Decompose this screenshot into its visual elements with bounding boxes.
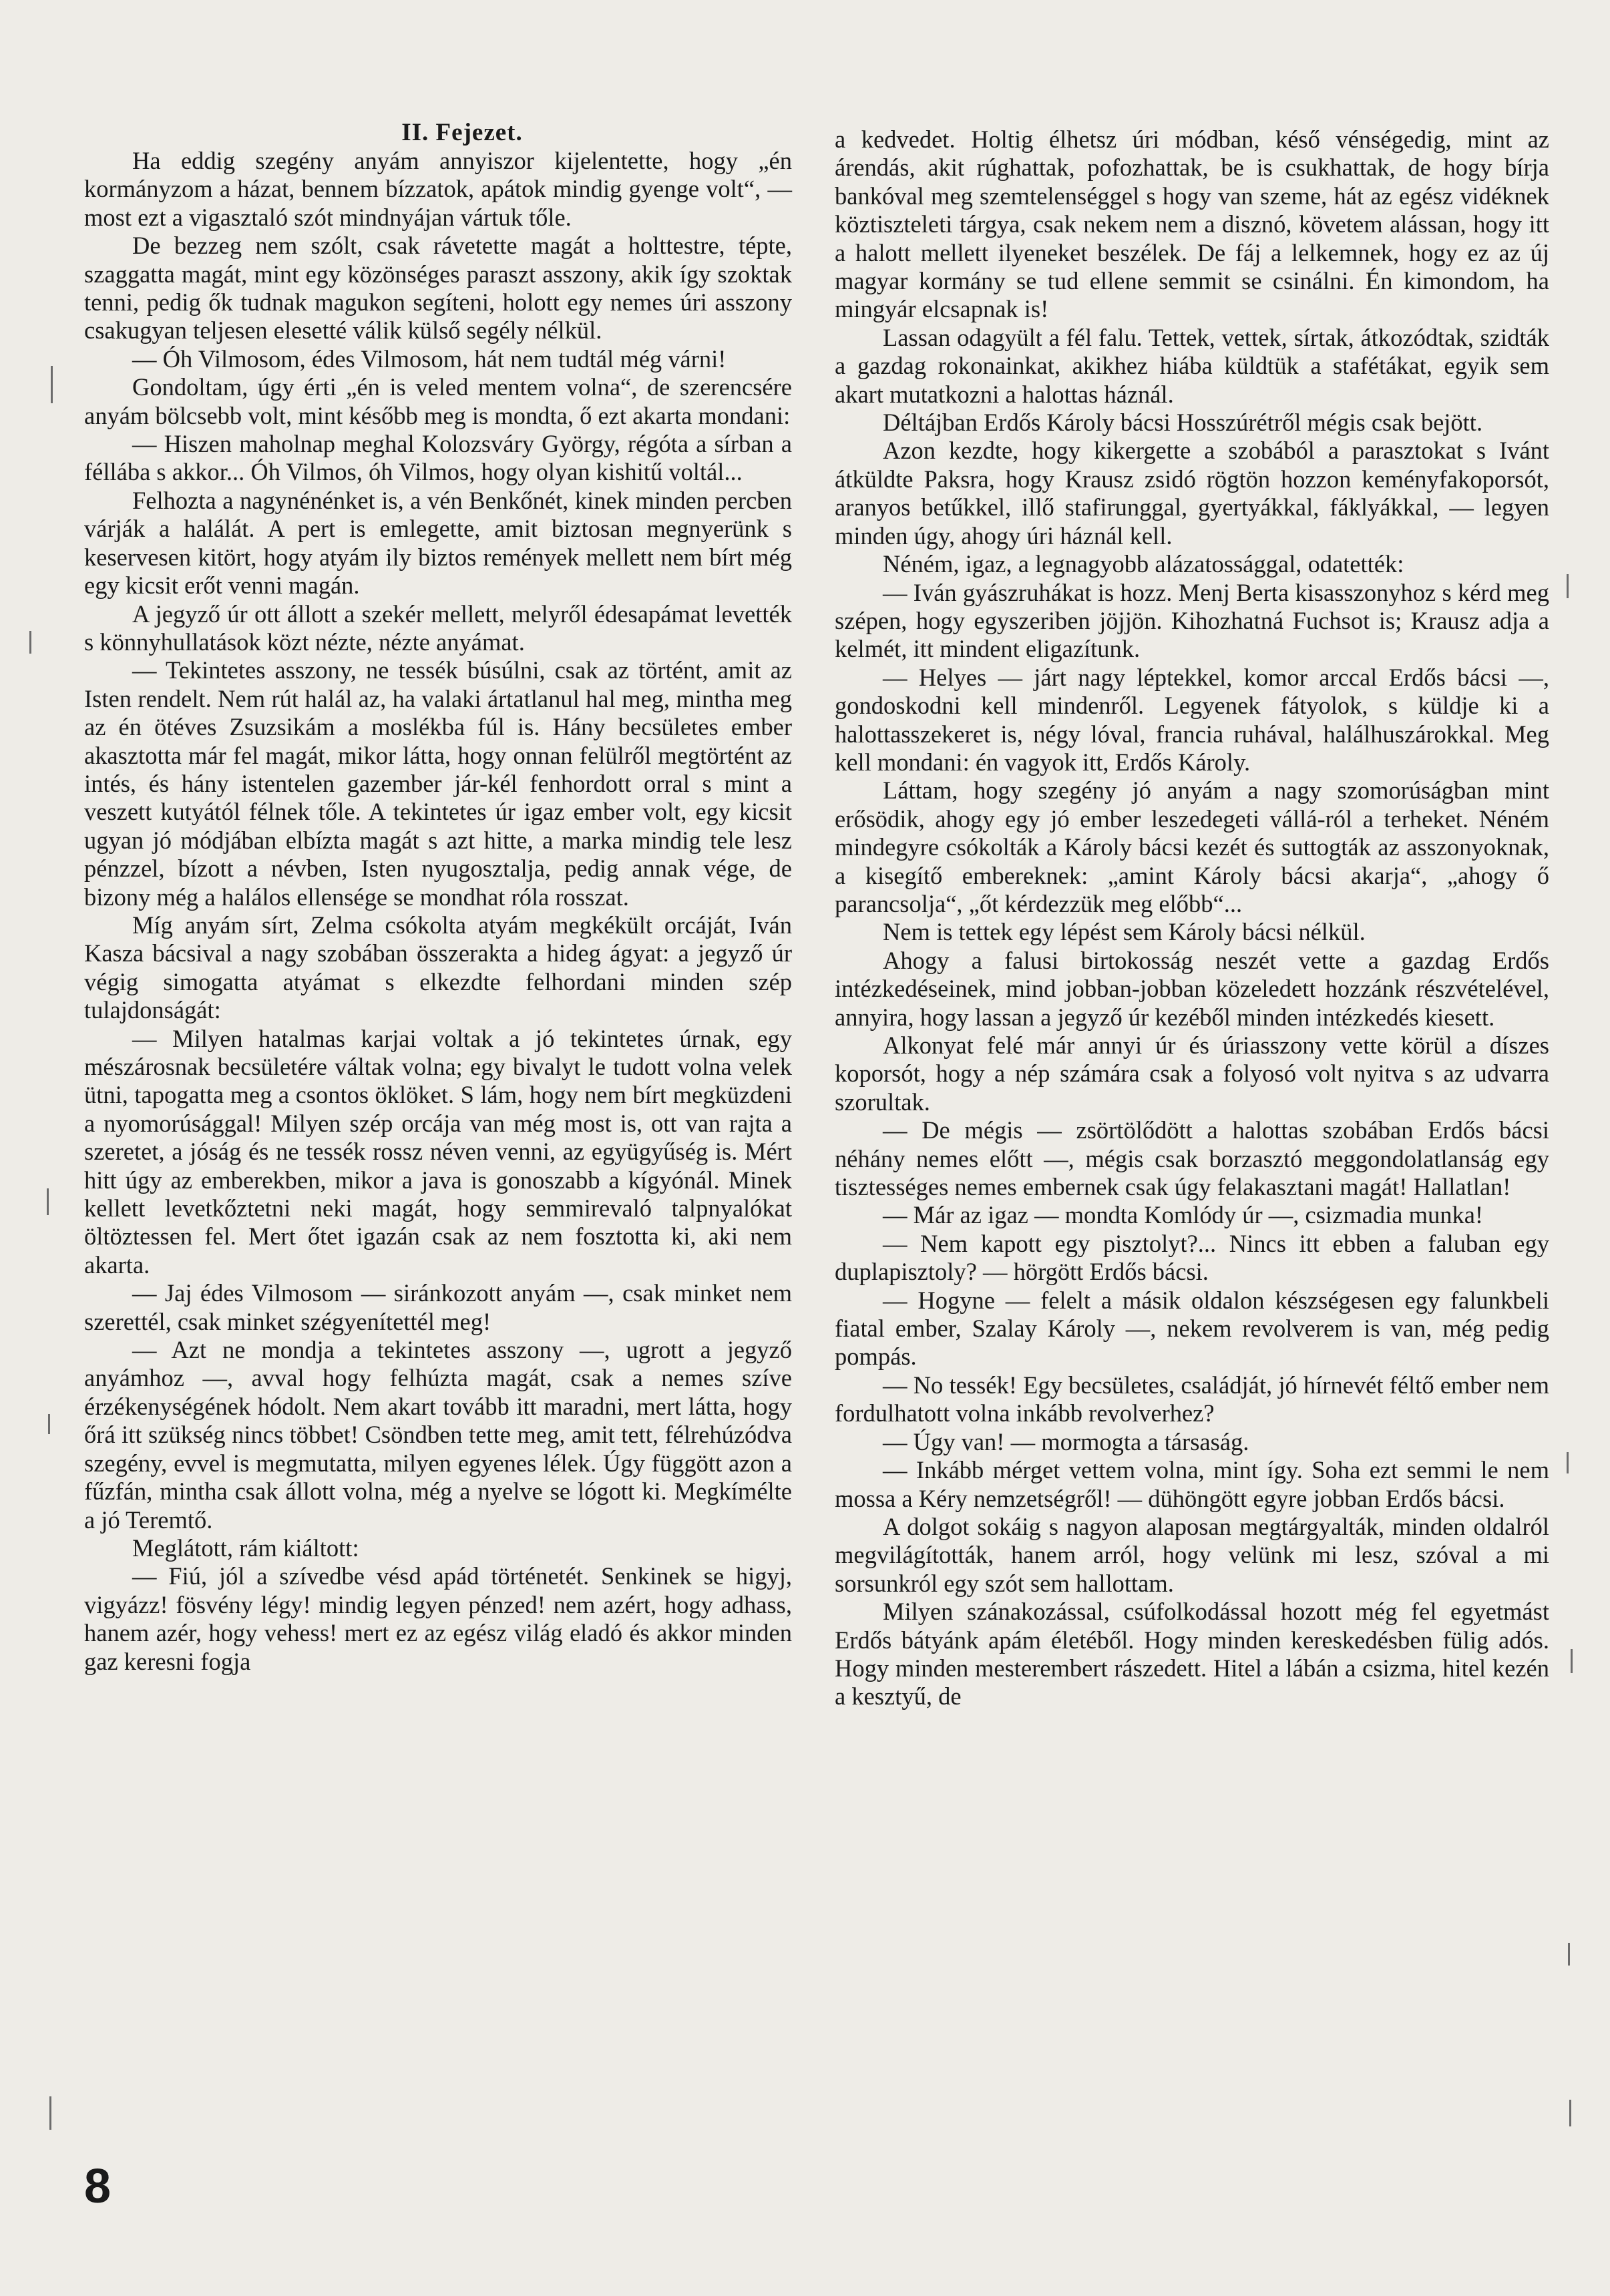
paragraph: — Inkább mérget vettem volna, mint így. Soha ezt semmi le nem mossa a Kéry nemzetségről! — dühöngött egyre jobban Erdős bácsi. bbox=[835, 1456, 1549, 1512]
paragraph: Felhozta a nagynénénket is, a vén Benkőnét, kinek minden percben várják a halálát. A pert is emlegette, amit biztosan megnyerünk s keservesen kitört, hogy atyám ily biztos remények mellett nem bírt még egy kicsit erőt venni magán. bbox=[84, 486, 792, 600]
paragraph: Alkonyat felé már annyi úr és úriasszony vette körül a díszes koporsót, hogy a nép számára csak a folyosó volt nyitva s az udvarra szorultak. bbox=[835, 1031, 1549, 1116]
paragraph: — No tessék! Egy becsületes, családját, jó hírnevét féltő ember nem fordulhatott volna inkább revolverhez? bbox=[835, 1371, 1549, 1427]
paragraph: De bezzeg nem szólt, csak rávetette magát a holttestre, tépte, szaggatta magát, mint egy közönséges paraszt asszony, akik így szoktak tenni, pedig ők tudnak magukon segíteni, holott egy nemes úri asszony csakugyan teljesen elesetté válik külső segély nélkül. bbox=[84, 232, 792, 345]
right-column bbox=[835, 126, 1549, 1711]
margin-mark bbox=[1568, 1943, 1570, 1966]
paragraph: — Nem kapott egy pisztolyt?... Nincs itt ebben a faluban egy duplapisztoly? — hörgött Erdős bácsi. bbox=[835, 1229, 1549, 1286]
paragraph: — Úgy van! — mormogta a társaság. bbox=[883, 1427, 1249, 1455]
paragraph: Lassan odagyült a fél falu. Tettek, vettek, sírtak, átkozódtak, szidták a gazdag rokonainkat, akikhez hiába küldtük a stafétákat, egyik sem akart mutatkozni a halottas háznál. bbox=[835, 323, 1549, 408]
paragraph: A jegyző úr ott állott a szekér mellett, melyről édesapámat levették s könnyhullatások közt nézte, nézte anyámat. bbox=[84, 600, 792, 656]
paragraph: a kedvedet. Holtig élhetsz úri módban, késő vénségedig, mint az árendás, akit rúghattak, pofozhattak, be is csukhattak, de hogy bírja bankóval meg szemtelenséggel s hogy van szeme, hát az egész vidéknek köztiszteleti tárgya, csak nekem nem a disznó, követem alássan, hogy itt a halott mellett ilyeneket beszélek. De fáj a lelkemnek, hogy ez az új magyar kormány se tud ellene semmit se csinálni. Én kimondom, ha mingyár elcsapnak is! bbox=[835, 126, 1549, 323]
paragraph: — Hiszen maholnap meghal Kolozsváry György, régóta a sírban a féllába s akkor... Óh Vilmos, óh Vilmos, hogy olyan kishitű voltál... bbox=[84, 430, 792, 486]
paragraph: — Már az igaz — mondta Komlódy úr —, csizmadia munka! bbox=[883, 1201, 1484, 1229]
paragraph: — Tekintetes asszony, ne tessék búsúlni, csak az történt, amit az Isten rendelt. Nem rút halál az, ha valaki ártatlanul hal meg, mintha meg az én ötéves Zsuzsikám a moslékba fúl is. Hány becsületes ember akasztotta már fel magát, mikor látta, hogy onnan felülről megtörtént az intés, és hány istentelen gazember jár-kél fenhordott orral s mint a veszett kutyától félnek tőle. A tekintetes úr igaz ember volt, egy kicsit ugyan jó módjában elbízta magát s azt hitte, a marka mindig tele lesz pénzzel, bízott a névben, Isten nyugosztalja, pedig annak vége, de bizony még a halálos ellensége se mondhat róla rosszat. bbox=[84, 656, 792, 911]
paragraph: — Óh Vilmosom, édes Vilmosom, hát nem tudtál még várni! bbox=[132, 345, 727, 373]
paragraph: Gondoltam, úgy érti „én is veled mentem volna“, de szerencsére anyám bölcsebb volt, mint később meg is mondta, ő ezt akarta mondani: bbox=[84, 373, 792, 429]
paragraph: Ahogy a falusi birtokosság neszét vette a gazdag Erdős intézkedéseinek, mind jobban-jobban közeledett hozzánk részvételével, annyira, hogy lassan a jegyző úr kezéből minden intézkedés kiesett. bbox=[835, 946, 1549, 1031]
paragraph: Meglátott, rám kiáltott: bbox=[132, 1534, 359, 1562]
margin-mark bbox=[47, 1188, 49, 1215]
right-paragraphs bbox=[835, 126, 1549, 1711]
left-column bbox=[84, 119, 792, 1676]
margin-mark bbox=[48, 1414, 50, 1434]
left-paragraphs bbox=[84, 147, 792, 1676]
chapter-title: II. Fejezet. bbox=[401, 119, 523, 146]
paragraph: Míg anyám sírt, Zelma csókolta atyám megkékült orcáját, Iván Kasza bácsival a nagy szobában összerakta a hideg ágyat: a jegyző úr végig simogatta atyámat s elkezdte felhordani minden szép tulajdonságát: bbox=[84, 911, 792, 1024]
paragraph: Láttam, hogy szegény jó anyám a nagy szomorúságban mint erősödik, ahogy egy jó ember leszedegeti vállá-ról a terheket. Néném mindegyre csókolták a Károly bácsi kezét és suttogták az asszonyoknak, a kisegítő embereknek: „amint Károly bácsi akarja“, „ahogy ő parancsolja“, „őt kérdezzük meg előbb“... bbox=[835, 776, 1549, 917]
paragraph: — Iván gyászruhákat is hozz. Menj Berta kisasszonyhoz s kérd meg szépen, hogy egyszeriben jöjjön. Kihozhatná Fuchsot is; Krausz adja a kelmét, itt mindent eligazítunk. bbox=[835, 578, 1549, 663]
margin-mark bbox=[1571, 1649, 1573, 1673]
paragraph: Azon kezdte, hogy kikergette a szobából a parasztokat s Ivánt átküldte Paksra, hogy Krausz zsidó rögtön hozzon keményfakoporsót, aranyos betűkkel, illő stafirunggal, gyertyákkal, fáklyákkal, — legyen minden úgy, ahogy úri háznál kell. bbox=[835, 437, 1549, 549]
margin-mark bbox=[1567, 574, 1569, 598]
paragraph: Ha eddig szegény anyám annyiszor kijelentette, hogy „én kormányzom a házat, bennem bízzatok, apátok mindig gyenge volt“, — most ezt a vigasztaló szót mindnyájan vártuk tőle. bbox=[84, 147, 792, 231]
margin-mark bbox=[1567, 1452, 1569, 1473]
paragraph: Néném, igaz, a legnagyobb alázatossággal, odatették: bbox=[883, 550, 1404, 578]
paragraph: — De mégis — zsörtölődött a halottas szobában Erdős bácsi néhány nemes előtt —, mégis csak borzasztó meggondolatlanság egy tisztességes nemes embernek csak úgy felakasztani magát! Hallatlan! bbox=[835, 1116, 1549, 1201]
paragraph: — Fiú, jól a szívedbe vésd apád történetét. Senkinek se higyj, vigyázz! fösvény légy! mindig legyen pénzed! nem azért, hogy adhass, hanem azér, hogy vehess! mert ez az egész világ eladó és akkor minden gaz keresni fogja bbox=[84, 1562, 792, 1675]
page-number: 8 bbox=[84, 2160, 112, 2213]
paragraph: Déltájban Erdős Károly bácsi Hosszúrétről mégis csak bejött. bbox=[883, 409, 1483, 437]
margin-mark bbox=[1569, 2100, 1571, 2126]
paragraph: — Milyen hatalmas karjai voltak a jó tekintetes úrnak, egy mészárosnak becsületére váltak volna; egy bivalyt le tudott volna velek ütni, tapogatta meg a csontos öklöket. S lám, hogy nem bírt megküzdeni a nyomorúsággal! Milyen szép orcája van még most is, ott van rajta a szeretet, a jóság és ne tessék rossz néven venni, az együgyűség is. Mért hitt úgy az emberekben, mikor a java is gonoszabb a kígyónál. Minek kellett levetkőztetni neki magát, hogy semmirevaló talpnyalókat öltöztessen fel. Mert őtet igazán csak az nem fosztotta ki, aki nem akarta. bbox=[84, 1024, 792, 1279]
paragraph: — Hogyne — felelt a másik oldalon készségesen egy falunkbeli fiatal ember, Szalay Károly —, nekem revolverem is van, még pedig pompás. bbox=[835, 1286, 1549, 1371]
margin-mark bbox=[51, 366, 53, 403]
margin-mark bbox=[49, 2096, 51, 2130]
margin-mark bbox=[29, 631, 31, 654]
paragraph: — Azt ne mondja a tekintetes asszony —, ugrott a jegyző anyámhoz —, avval hogy felhúzta magát, csak a nemes szíve érzékenységének hódolt. Nem akart tovább itt maradni, mert látta, hogy őrá itt szükség nincs többet! Csöndben tette meg, amit tett, félrehúzódva szegény, evvel is megmutatta, milyen egyenes lélek. Úgy függött azon a fűzfán, mintha csak állott volna, még a nyelve se lógott ki. Megkímélte a jó Teremtő. bbox=[84, 1336, 792, 1534]
paragraph: Milyen szánakozással, csúfolkodással hozott még fel egyetmást Erdős bátyánk apám életéből. Hogy minden kereskedésben fülig adós. Hogy minden mesterembert rászedett. Hitel a lábán a csizma, hitel kezén a kesztyű, de bbox=[835, 1598, 1549, 1710]
paragraph: — Helyes — járt nagy léptekkel, komor arccal Erdős bácsi —, gondoskodni kell mindenről. Legyenek fátyolok, s küldje ki a halottasszekeret is, négy lóval, francia ruhával, halálhuszárokkal. Meg kell mondani: én vagyok itt, Erdős Károly. bbox=[835, 663, 1549, 776]
paragraph: — Jaj édes Vilmosom — siránkozott anyám —, csak minket nem szerettél, csak minket szégyenítettél meg! bbox=[84, 1279, 792, 1335]
paragraph: A dolgot sokáig s nagyon alaposan megtárgyalták, minden oldalról megvilágították, hanem arról, hogy velünk mi lesz, szóval a mi sorsunkról egy szót sem hallottam. bbox=[835, 1512, 1549, 1597]
paragraph: Nem is tettek egy lépést sem Károly bácsi nélkül. bbox=[883, 918, 1366, 946]
